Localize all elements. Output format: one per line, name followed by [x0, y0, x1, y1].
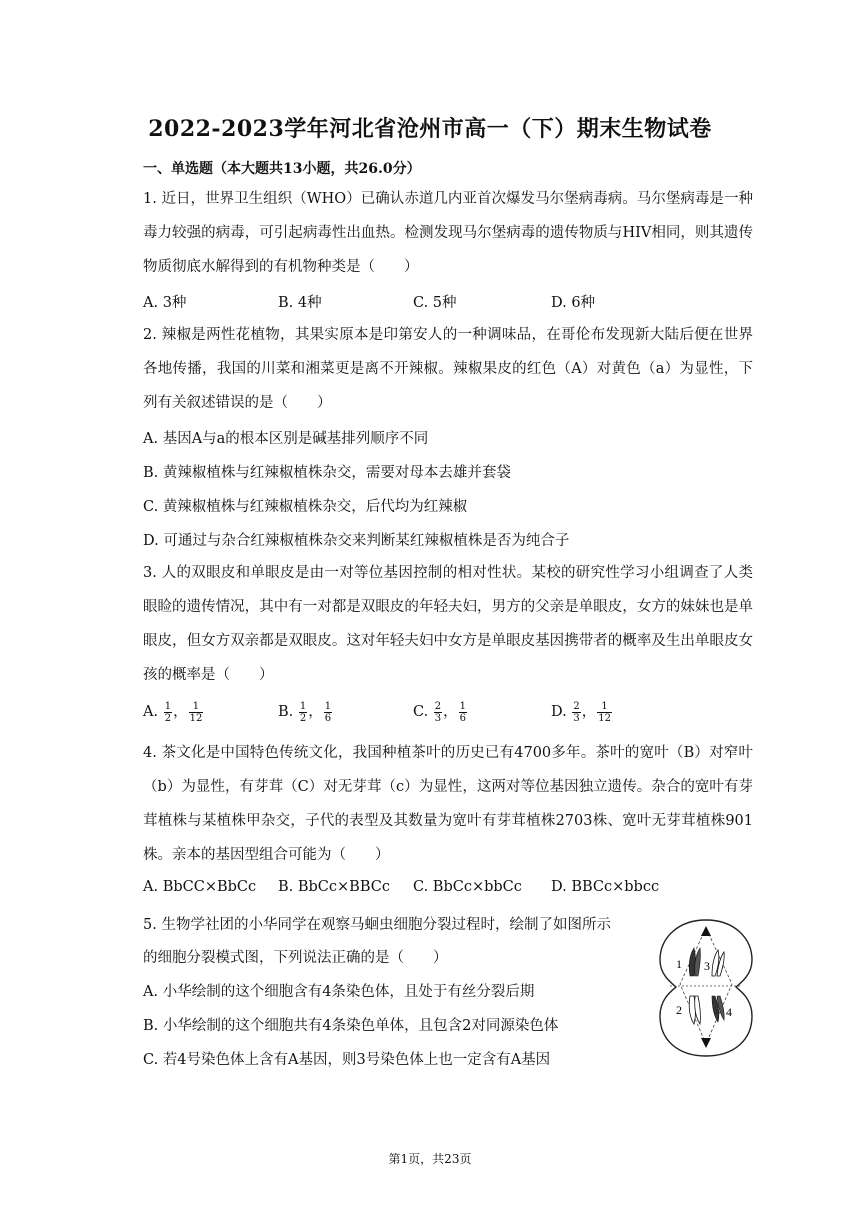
question-5-line-2: 的细胞分裂模式图，下列说法正确的是（ ） — [143, 950, 448, 966]
question-5-line-1: 5. 生物学社团的小华同学在观察马蛔虫细胞分裂过程时，绘制了如图所示 — [143, 917, 611, 933]
upper-pole — [701, 926, 711, 936]
question-4-text: 4. 茶文化是中国特色传统文化，我国种植茶叶的历史已有4700多年。茶叶的宽叶（B）对窄叶（b）为显性，有芽茸（C）对无芽茸（c）为显性，这两对等位基因独立遗传。杂合的宽叶有芽茸植株与某植株甲杂交，子代的表型及其数量为宽叶有芽茸植株2703株、宽叶无芽茸植株901株。亲本的基因型组合可能为（ ） — [143, 745, 753, 863]
chromosome-label-4: 4 — [726, 1005, 732, 1019]
q3-b-fraction-2: $\frac{1}{6}$ — [324, 700, 332, 724]
q2-option-c[interactable]: C. 黄辣椒植株与红辣椒植株杂交，后代均为红辣椒 — [143, 499, 468, 515]
chromosome-label-3: 3 — [704, 959, 710, 973]
section-heading: 一、单选题（本大题共13小题，共26.0分） — [143, 161, 421, 177]
q4-option-b[interactable]: B. BbCc×BBCc — [278, 879, 390, 895]
q3-a-label: A. — [143, 704, 159, 720]
q4-option-a[interactable]: A. BbCC×BbCc — [143, 879, 257, 895]
q3-option-a[interactable]: A. $\frac{1}{2}$ ， $\frac{1}{12}$ — [143, 700, 203, 724]
q5-option-c[interactable]: C. 若4号染色体上含有A基因，则3号染色体上也一定含有A基因 — [143, 1052, 551, 1068]
q3-d-label: D. — [551, 704, 567, 720]
q5-option-b[interactable]: B. 小华绘制的这个细胞共有4条染色单体，且包含2对同源染色体 — [143, 1018, 559, 1034]
cell-outline — [660, 920, 752, 1056]
q3-d-fraction-1: $\frac{2}{3}$ — [573, 700, 580, 724]
q4-option-d[interactable]: D. BBCc×bbcc — [551, 879, 660, 895]
q3-b-label: B. — [278, 704, 294, 720]
chromosome-label-1: 1 — [676, 957, 682, 971]
lower-pole — [701, 1038, 711, 1048]
q3-option-b[interactable]: B. $\frac{1}{2}$ ， $\frac{1}{6}$ — [278, 700, 332, 724]
q1-option-c[interactable]: C. 5种 — [413, 295, 457, 311]
q3-option-c[interactable]: C. $\frac{2}{3}$ ， $\frac{1}{6}$ — [413, 700, 467, 724]
q2-option-a[interactable]: A. 基因A与a的根本区别是碱基排列顺序不同 — [143, 431, 429, 447]
chromosome-group-lower — [689, 996, 724, 1024]
q3-d-fraction-2: $\frac{1}{12}$ — [598, 700, 611, 724]
page-title: 2022-2023学年河北省沧州市高一（下）期末生物试卷 — [148, 116, 712, 142]
q3-a-fraction-1: $\frac{1}{2}$ — [164, 700, 172, 724]
question-3-text: 3. 人的双眼皮和单眼皮是由一对等位基因控制的相对性状。某校的研究性学习小组调查了人类眼睑的遗传情况，其中有一对都是双眼皮的年轻夫妇，男方的父亲是单眼皮，女方的妹妹也是单眼皮，但女方双亲都是双眼皮。这对年轻夫妇中女方是单眼皮基因携带者的概率及生出单眼皮女孩的概率是（ ） — [143, 565, 753, 683]
question-1-text: 1. 近日，世界卫生组织（WHO）已确认赤道几内亚首次爆发马尔堡病毒病。马尔堡病毒是一种毒力较强的病毒，可引起病毒性出血热。检测发现马尔堡病毒的遗传物质与HIV相同，则其遗传物质彻底水解得到的有机物种类是（ ） — [143, 191, 753, 275]
q3-c-fraction-1: $\frac{2}{3}$ — [434, 700, 442, 724]
q1-option-d[interactable]: D. 6种 — [551, 295, 596, 311]
q2-option-b[interactable]: B. 黄辣椒植株与红辣椒植株杂交，需要对母本去雄并套袋 — [143, 465, 511, 481]
cell-division-figure — [650, 912, 762, 1062]
q5-option-a[interactable]: A. 小华绘制的这个细胞含有4条染色体，且处于有丝分裂后期 — [143, 984, 535, 1000]
page-footer: 第1页，共23页 — [388, 1152, 472, 1166]
chromosome-label-2: 2 — [676, 1003, 682, 1017]
q3-c-label: C. — [413, 704, 429, 720]
q3-a-fraction-2: $\frac{1}{12}$ — [189, 700, 203, 724]
q3-option-d[interactable]: D. $\frac{2}{3}$ ， $\frac{1}{12}$ — [551, 700, 611, 724]
q1-option-a[interactable]: A. 3种 — [143, 295, 187, 311]
q1-option-b[interactable]: B. 4种 — [278, 295, 322, 311]
question-2-text: 2. 辣椒是两性花植物，其果实原本是印第安人的一种调味品，在哥伦布发现新大陆后便在世界各地传播，我国的川菜和湘菜更是离不开辣椒。辣椒果皮的红色（A）对黄色（a）为显性，下列有关叙述错误的是（ ） — [143, 327, 753, 411]
q3-b-fraction-1: $\frac{1}{2}$ — [299, 700, 307, 724]
q2-option-d[interactable]: D. 可通过与杂合红辣椒植株杂交来判断某红辣椒植株是否为纯合子 — [143, 533, 570, 549]
q3-c-fraction-2: $\frac{1}{6}$ — [459, 700, 467, 724]
q4-option-c[interactable]: C. BbCc×bbCc — [413, 879, 522, 895]
